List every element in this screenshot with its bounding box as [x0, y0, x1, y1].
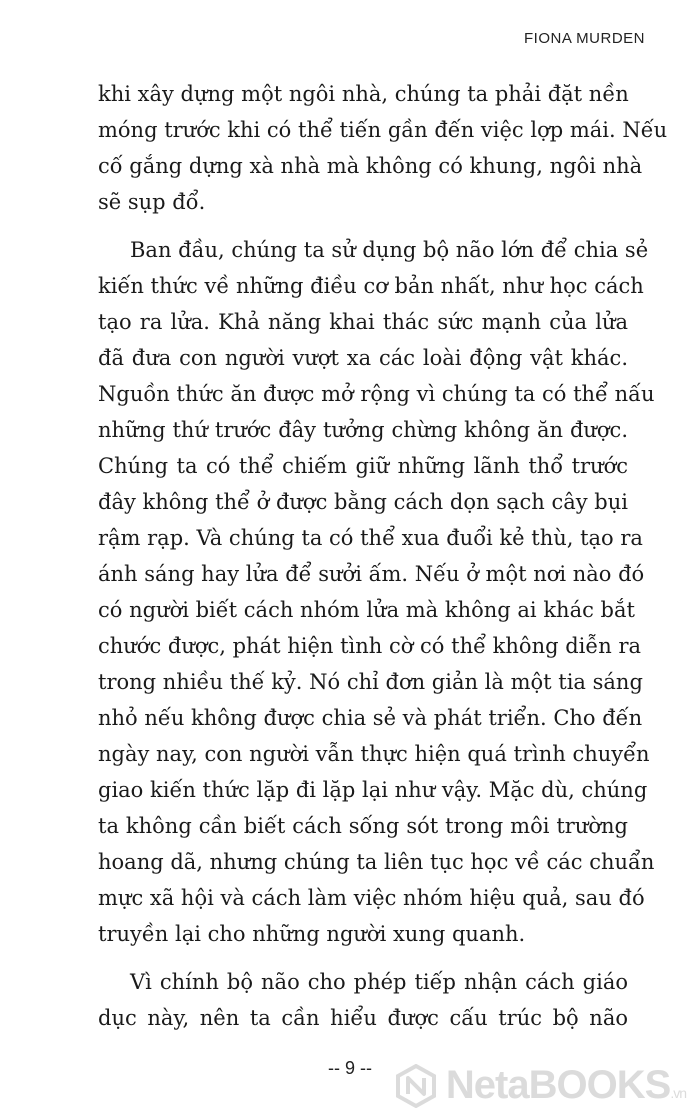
paragraph-2	[98, 232, 655, 952]
text-line: ta không cần biết cách sống sót trong môi trường	[98, 814, 628, 838]
text-line: sẽ sụp đổ.	[98, 190, 206, 214]
text-line: móng trước khi có thể tiến gần đến việc lợp mái. Nếu	[98, 118, 668, 142]
text-line: Nguồn thức ăn được mở rộng vì chúng ta có thể nấu	[98, 382, 655, 406]
text-line: tạo ra lửa. Khả năng khai thác sức mạnh của lửa	[98, 310, 628, 334]
text-line: ngày nay, con người vẫn thực hiện quá trình chuyển	[98, 742, 650, 766]
text-line: Vì chính bộ não cho phép tiếp nhận cách giáo	[130, 970, 628, 994]
text-line: mực xã hội và cách làm việc nhóm hiệu quả, sau đó	[98, 886, 645, 910]
text-line: đã đưa con người vượt xa các loài động vật khác.	[98, 346, 628, 370]
text-line: truyền lại cho những người xung quanh.	[98, 922, 526, 946]
watermark	[394, 1063, 686, 1108]
text-line: nhỏ nếu không được chia sẻ và phát triển. Cho đến	[98, 706, 643, 730]
text-line: khi xây dựng một ngôi nhà, chúng ta phải đặt nền	[98, 82, 629, 106]
text-line: cố gắng dựng xà nhà mà không có khung, ngôi nhà	[98, 154, 643, 178]
page-body	[98, 76, 668, 1048]
text-line: đây không thể ở được bằng cách dọn sạch cây bụi	[98, 490, 628, 514]
text-line: Chúng ta có thể chiếm giữ những lãnh thổ trước	[98, 454, 628, 478]
watermark-suffix: .vn	[670, 1085, 686, 1101]
text-line: ánh sáng hay lửa để sưởi ấm. Nếu ở một nơi nào đó	[98, 562, 645, 586]
text-line: dục này, nên ta cần hiểu được cấu trúc bộ não	[98, 1006, 628, 1030]
text-line: giao kiến thức lặp đi lặp lại như vậy. Mặc dù, chúng	[98, 778, 648, 802]
paragraph-1	[98, 76, 668, 220]
text-line: hoang dã, nhưng chúng ta liên tục học về các chuẩn	[98, 850, 655, 874]
page-number: -- 9 --	[328, 1058, 372, 1078]
netabooks-logo-icon	[394, 1064, 438, 1108]
paragraph-3	[98, 964, 628, 1036]
text-line: chước được, phát hiện tình cờ có thể không diễn ra	[98, 634, 642, 658]
text-line: những thứ trước đây tưởng chừng không ăn được.	[98, 418, 628, 442]
text-line: có người biết cách nhóm lửa mà không ai khác bắt	[98, 598, 635, 622]
running-header: FIONA MURDEN	[523, 30, 645, 47]
text-line: trong nhiều thế kỷ. Nó chỉ đơn giản là một tia sáng	[98, 670, 643, 694]
text-line: kiến thức về những điều cơ bản nhất, như học cách	[98, 274, 644, 298]
watermark-brand: NetaBOOKS.vn	[445, 1063, 686, 1107]
text-line: rậm rạp. Và chúng ta có thể xua đuổi kẻ thù, tạo ra	[98, 526, 643, 550]
text-line: Ban đầu, chúng ta sử dụng bộ não lớn để chia sẻ	[130, 238, 649, 262]
